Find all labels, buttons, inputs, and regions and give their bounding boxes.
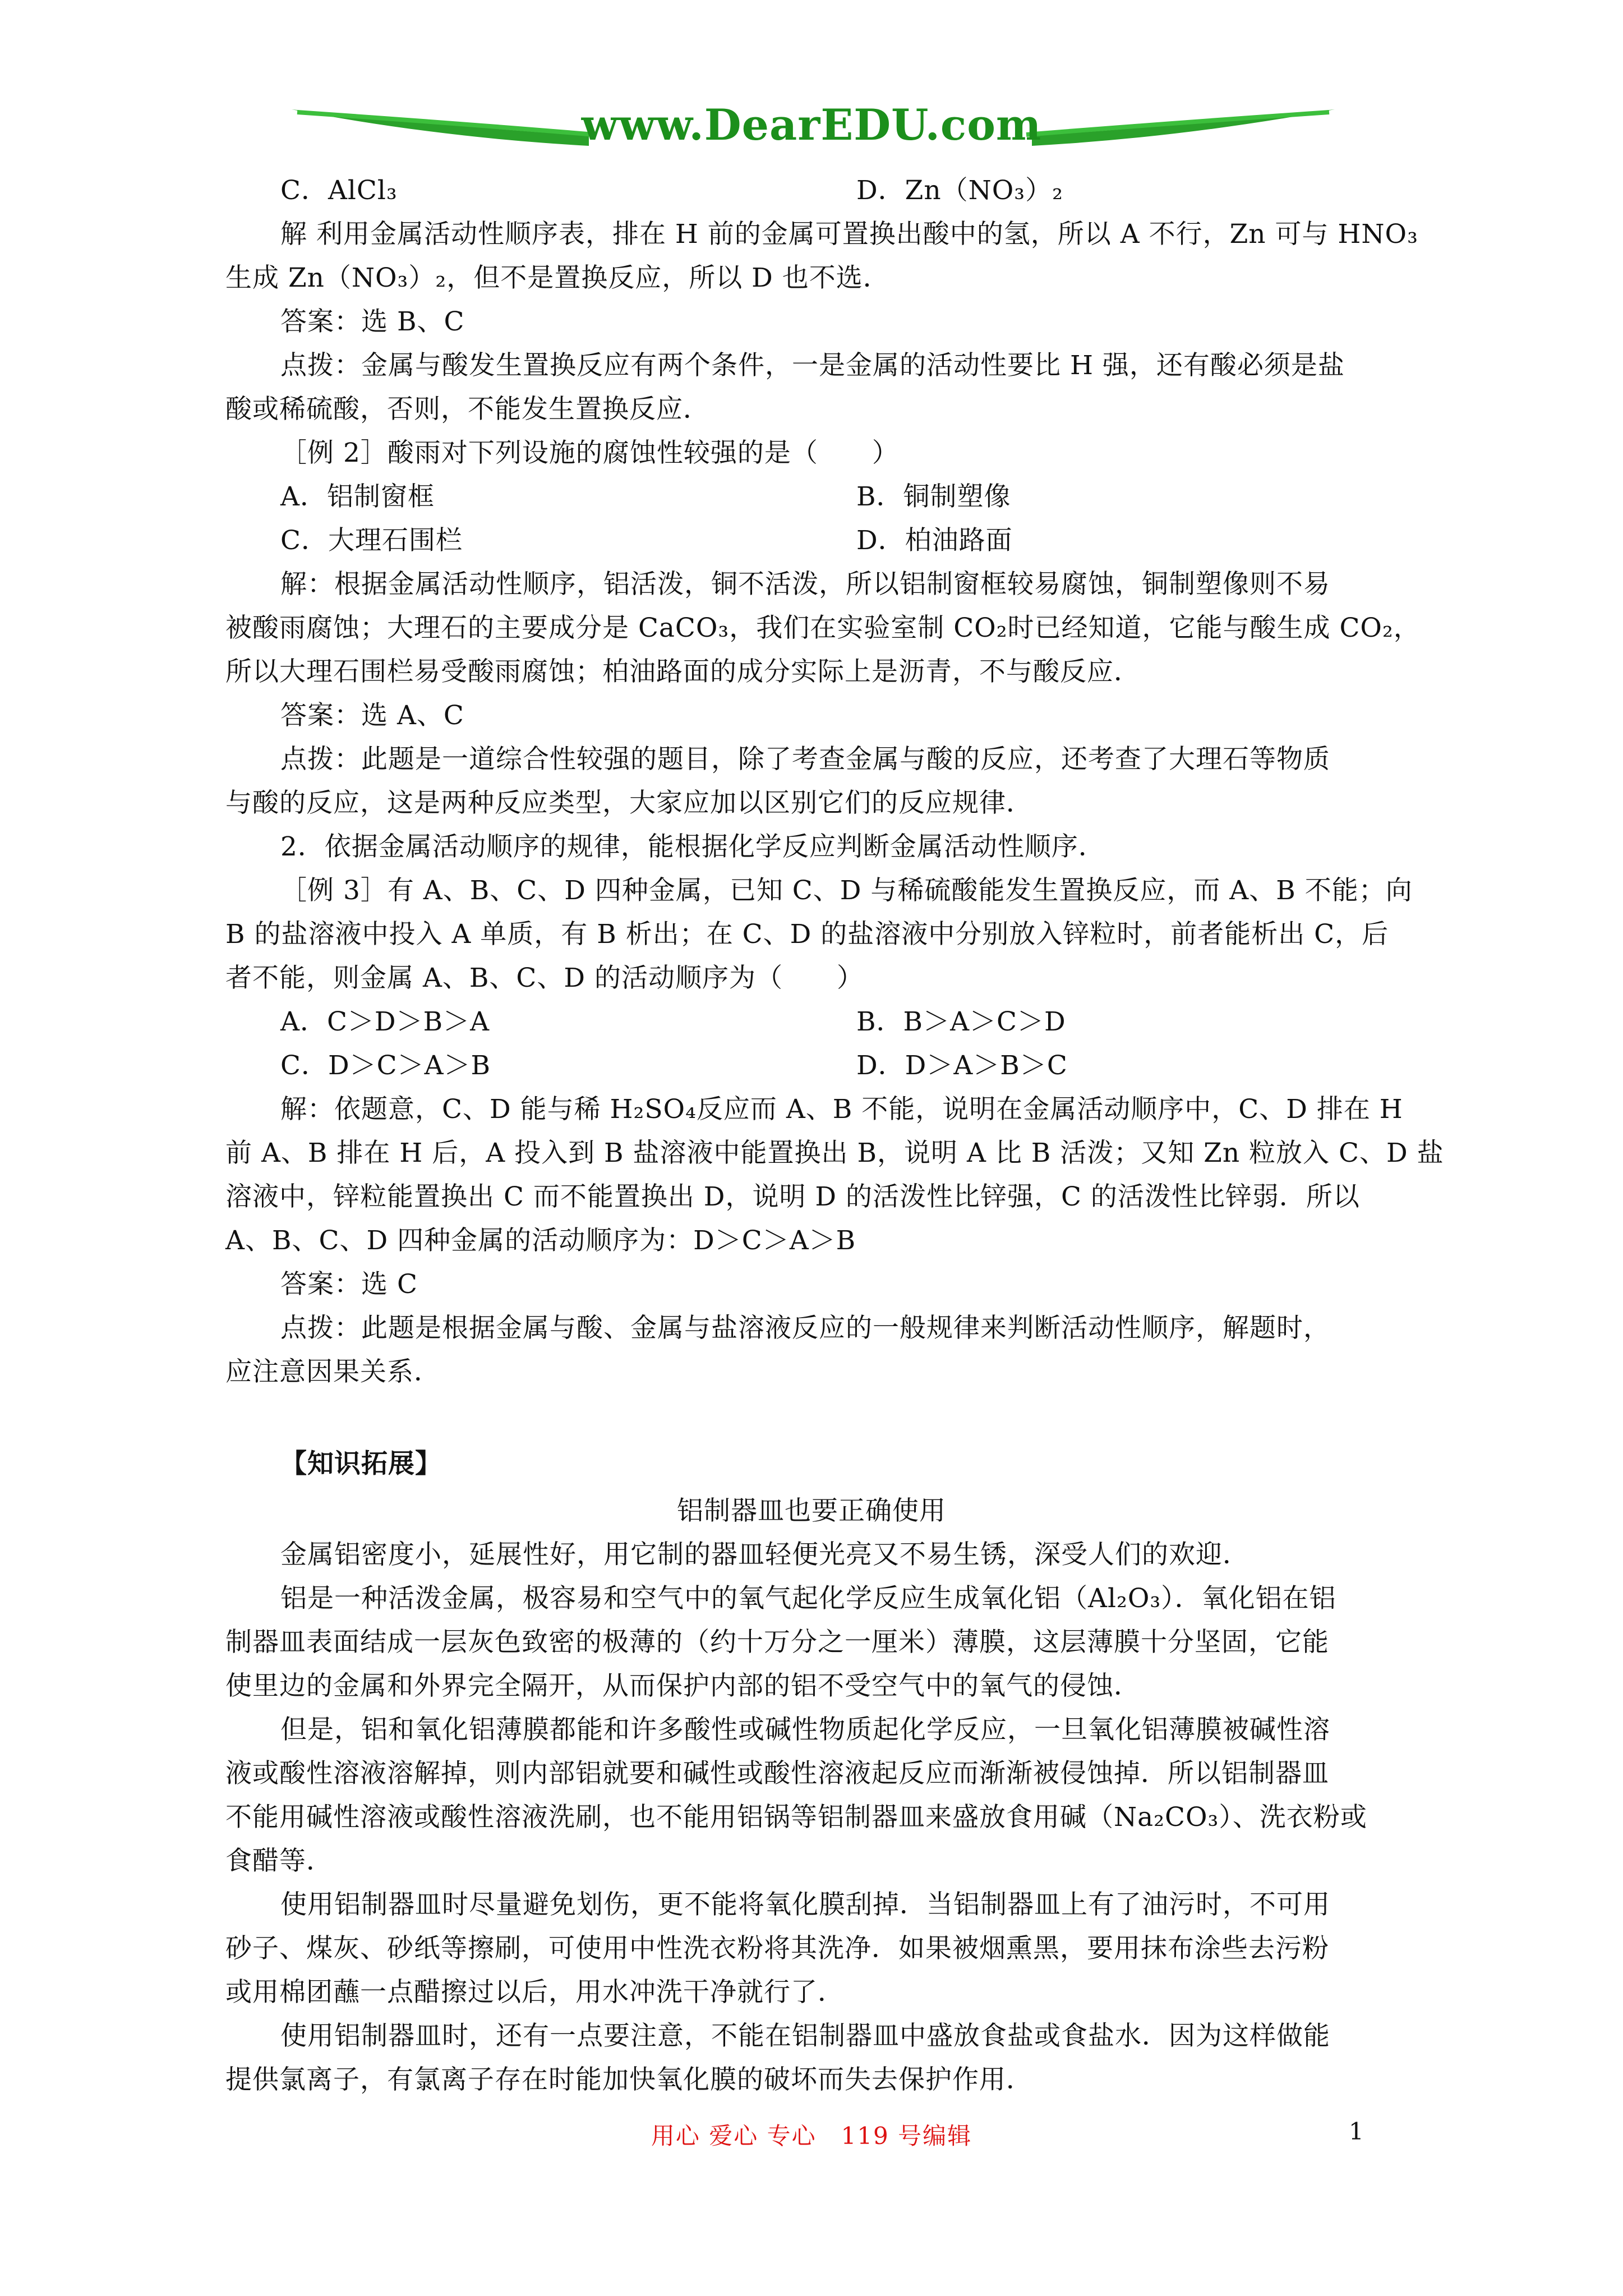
section-heading: 【知识拓展】 bbox=[280, 1448, 442, 1479]
text-line: 铝是一种活泼金属，极容易和空气中的氧气起化学反应生成氧化铝（Al₂O₃）．氧化铝在铝 bbox=[280, 1583, 1336, 1614]
text-line: 前 A、B 排在 H 后，A 投入到 B 盐溶液中能置换出 B，说明 A 比 B 活泼；又知 Zn 粒放入 C、D 盐 bbox=[225, 1138, 1444, 1168]
text-line: 点拨：此题是一道综合性较强的题目，除了考查金属与酸的反应，还考查了大理石等物质 bbox=[280, 744, 1330, 775]
text-line: 点拨：金属与酸发生置换反应有两个条件，一是金属的活动性要比 H 强，还有酸必须是盐 bbox=[280, 350, 1345, 381]
site-header bbox=[0, 84, 1623, 174]
text-line: 或用棉团蘸一点醋擦过以后，用水冲洗干净就行了． bbox=[225, 1977, 845, 2008]
text-line: 应注意因果关系． bbox=[225, 1356, 441, 1387]
text-line: 与酸的反应，这是两种反应类型，大家应加以区别它们的反应规律． bbox=[225, 788, 1033, 818]
footer-text: 用心 爱心 专心 119 号编辑 bbox=[651, 2122, 972, 2150]
text-line: 但是，铝和氧化铝薄膜都能和许多酸性或碱性物质起化学反应，一旦氧化铝薄膜被碱性溶 bbox=[280, 1714, 1330, 1745]
text-line: 使用铝制器皿时尽量避免划伤，更不能将氧化膜刮掉．当铝制器皿上有了油污时，不可用 bbox=[280, 1889, 1330, 1920]
text-line: 答案：选 A、C bbox=[280, 700, 464, 731]
option-text: D．柏油路面 bbox=[856, 525, 1013, 556]
text-line: B 的盐溶液中投入 A 单质，有 B 析出；在 C、D 的盐溶液中分别放入锌粒时，前者能析出 C，后 bbox=[225, 919, 1389, 950]
text-line: 解：依题意，C、D 能与稀 H₂SO₄反应而 A、B 不能，说明在金属活动顺序中，C、D 排在 H bbox=[280, 1094, 1403, 1125]
option-text: B．B＞A＞C＞D bbox=[856, 1006, 1066, 1037]
option-text: D．Zn（NO₃）₂ bbox=[856, 175, 1063, 206]
text-line: 2．依据金属活动顺序的规律，能根据化学反应判断金属活动性顺序． bbox=[280, 831, 1105, 862]
text-line: ［例 2］酸雨对下列设施的腐蚀性较强的是（ ） bbox=[280, 438, 899, 468]
text-line: 生成 Zn（NO₃）₂，但不是置换反应，所以 D 也不选． bbox=[225, 263, 890, 293]
text-line: 答案：选 C bbox=[280, 1269, 418, 1300]
text-line: A、B、C、D 四种金属的活动顺序为：D＞C＞A＞B bbox=[225, 1225, 856, 1256]
text-line: 不能用碱性溶液或酸性溶液洗刷，也不能用铝锅等铝制器皿来盛放食用碱（Na₂CO₃）、洗衣粉或 bbox=[225, 1802, 1367, 1833]
text-line: 制器皿表面结成一层灰色致密的极薄的（约十万分之一厘米）薄膜，这层薄膜十分坚固，它能 bbox=[225, 1627, 1329, 1658]
text-line: 砂子、煤灰、砂纸等擦刷，可使用中性洗衣粉将其洗净．如果被烟熏黑，要用抹布涂些去污粉 bbox=[225, 1933, 1329, 1964]
option-text: C．D＞C＞A＞B bbox=[280, 1050, 491, 1081]
option-text: A．C＞D＞B＞A bbox=[280, 1006, 490, 1037]
text-line: 者不能，则金属 A、B、C、D 的活动顺序为（ ） bbox=[225, 963, 864, 993]
text-line: 使用铝制器皿时，还有一点要注意，不能在铝制器皿中盛放食盐或食盐水．因为这样做能 bbox=[280, 2021, 1330, 2051]
text-line: 解：根据金属活动性顺序，铝活泼，铜不活泼，所以铝制窗框较易腐蚀，铜制塑像则不易 bbox=[280, 569, 1330, 600]
site-title[interactable]: www.DearEDU.com bbox=[581, 100, 1042, 150]
text-line: 酸或稀硫酸，否则，不能发生置换反应． bbox=[225, 394, 710, 425]
text-line: 所以大理石围栏易受酸雨腐蚀；柏油路面的成分实际上是沥青，不与酸反应． bbox=[225, 656, 1141, 687]
option-text: B．铜制塑像 bbox=[856, 481, 1011, 512]
page-number: 1 bbox=[1349, 2118, 1364, 2145]
text-line: 使里边的金属和外界完全隔开，从而保护内部的铝不受空气中的氧气的侵蚀． bbox=[225, 1671, 1141, 1701]
text-line: 液或酸性溶液溶解掉，则内部铝就要和碱性或酸性溶液起反应而渐渐被侵蚀掉．所以铝制器皿 bbox=[225, 1758, 1329, 1789]
text-line: 解 利用金属活动性顺序表，排在 H 前的金属可置换出酸中的氢，所以 A 不行，Zn 可与 HNO₃ bbox=[280, 219, 1418, 250]
text-line: 被酸雨腐蚀；大理石的主要成分是 CaCO₃，我们在实验室制 CO₂时已经知道，它能与酸生成 CO₂， bbox=[225, 613, 1421, 643]
text-line: 点拨：此题是根据金属与酸、金属与盐溶液反应的一般规律来判断活动性顺序，解题时， bbox=[280, 1313, 1330, 1343]
option-text: A．铝制窗框 bbox=[280, 481, 435, 512]
text-line: 食醋等． bbox=[225, 1846, 333, 1876]
text-line: 答案：选 B、C bbox=[280, 306, 465, 337]
text-line: 金属铝密度小，延展性好，用它制的器皿轻便光亮又不易生锈，深受人们的欢迎． bbox=[280, 1539, 1249, 1570]
article-title: 铝制器皿也要正确使用 bbox=[677, 1496, 946, 1526]
option-text: D．D＞A＞B＞C bbox=[856, 1050, 1068, 1081]
text-line: ［例 3］有 A、B、C、D 四种金属，已知 C、D 与稀硫酸能发生置换反应，而 A、B 不能；向 bbox=[280, 875, 1413, 906]
text-line: C．AlCl₃ bbox=[280, 175, 398, 206]
option-text: C．大理石围栏 bbox=[280, 525, 463, 556]
text-line: 溶液中，锌粒能置换出 C 而不能置换出 D，说明 D 的活泼性比锌强，C 的活泼性比锌弱．所以 bbox=[225, 1181, 1360, 1212]
text-line: 提供氯离子，有氯离子存在时能加快氧化膜的破坏而失去保护作用． bbox=[225, 2064, 1033, 2095]
